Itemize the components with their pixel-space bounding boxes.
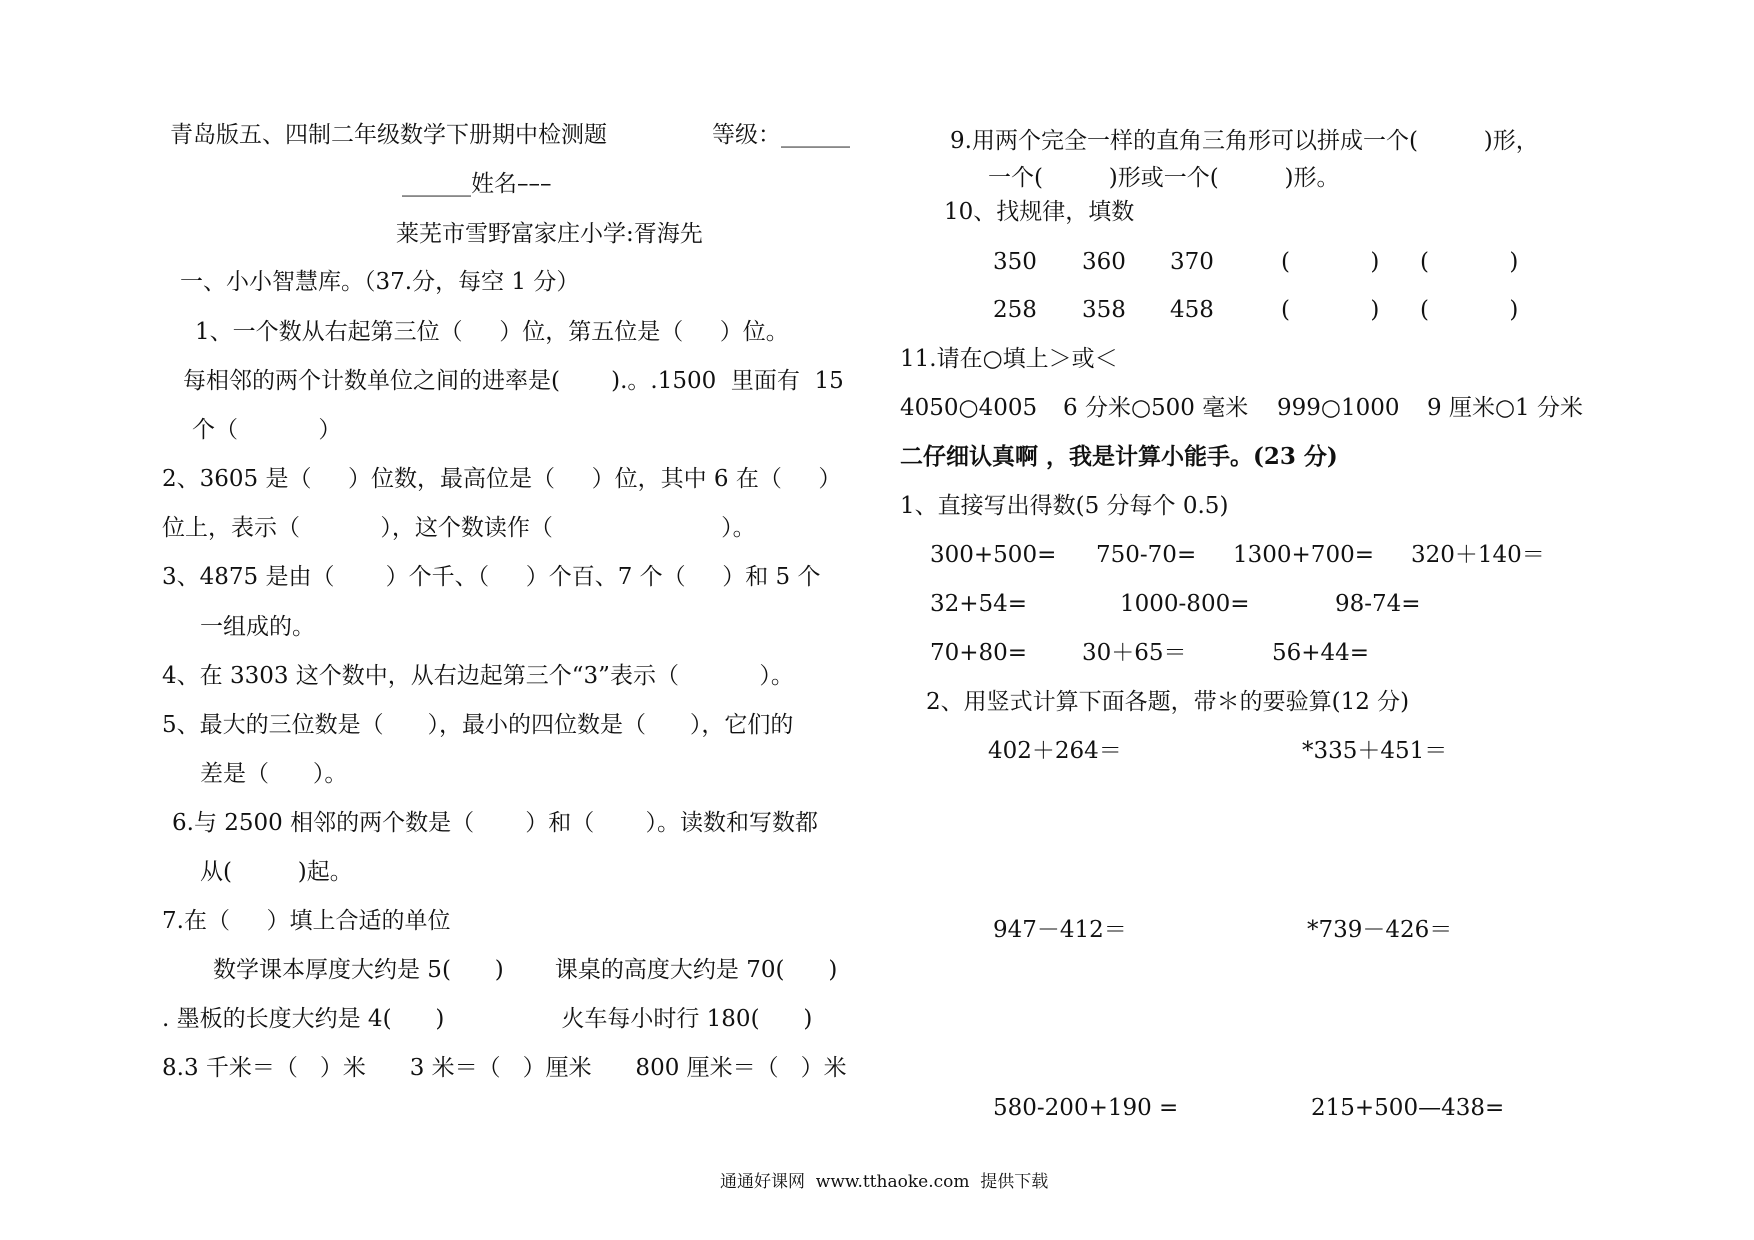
- compare-item: 999○1000: [1277, 395, 1400, 421]
- calc-item: 320＋140＝: [1411, 542, 1545, 568]
- compare-item: 6 分米○500 毫米: [1063, 395, 1249, 421]
- question-3-line-2: 一组成的。: [200, 614, 315, 640]
- question-5-line-2: 差是（ ）。: [200, 761, 348, 787]
- calc-item: 56+44=: [1272, 640, 1370, 666]
- footer-source: 通通好课网 www.tthaoke.com 提供下载: [720, 1172, 1049, 1192]
- vertical-calc-item: *739－426＝: [1307, 917, 1453, 943]
- compare-item: 4050○4005: [900, 395, 1038, 421]
- calc-item: 750-70=: [1096, 542, 1197, 568]
- pattern-value: 258: [993, 297, 1037, 323]
- question-1-line-2: 每相邻的两个计数单位之间的进率是( ).。.1500 里面有 15: [183, 368, 844, 394]
- calc-item: 1000-800=: [1120, 591, 1250, 617]
- compare-item: 9 厘米○1 分米: [1427, 395, 1583, 421]
- pattern-value: 370: [1170, 249, 1214, 275]
- pattern-blank: ( ): [1420, 297, 1519, 323]
- calc1-title: 1、直接写出得数(5 分每个 0.5): [900, 493, 1229, 519]
- calc-item: 32+54=: [930, 591, 1028, 617]
- pattern-value: 350: [993, 249, 1037, 275]
- section2-title: 二仔细认真啊 ，我是计算小能手。(23 分): [900, 443, 1338, 470]
- question-1-line-1: 1、一个数从右起第三位（ ）位，第五位是（ ）位。: [195, 319, 789, 345]
- vertical-calc-item: 402＋264＝: [988, 738, 1122, 764]
- pattern-value: 358: [1082, 297, 1126, 323]
- calc-item: 300+500=: [930, 542, 1057, 568]
- question-9-line-1: 9.用两个完全一样的直角三角形可以拼成一个( )形，: [950, 128, 1539, 154]
- calc-item: 30＋65＝: [1082, 640, 1187, 666]
- question-6-line-1: 6.与 2500 相邻的两个数是（ ）和（ ）。读数和写数都: [172, 810, 818, 836]
- question-9-line-2: 一个( )形或一个( )形。: [988, 165, 1340, 191]
- question-5-line-1: 5、最大的三位数是（ ），最小的四位数是（ ），它们的: [162, 712, 794, 738]
- pattern-blank: ( ): [1420, 249, 1519, 275]
- pattern-value: 458: [1170, 297, 1214, 323]
- question-7-line-2: 数学课本厚度大约是 5( ) 课桌的高度大约是 70( ): [213, 957, 838, 983]
- question-11-title: 11.请在○填上＞或＜: [900, 346, 1118, 372]
- calc2-title: 2、用竖式计算下面各题，带＊的要验算(12 分): [926, 689, 1410, 715]
- question-7-line-3: . 墨板的长度大约是 4( ) 火车每小时行 180( ): [162, 1006, 813, 1032]
- calc-item: 1300+700=: [1233, 542, 1374, 568]
- pattern-blank: ( ): [1281, 297, 1380, 323]
- question-2-line-1: 2、3605 是（ ）位数，最高位是（ ）位，其中 6 在（ ）: [162, 466, 842, 492]
- question-10-title: 10、找规律，填数: [944, 199, 1135, 225]
- exam-title: 青岛版五、四制二年级数学下册期中检测题: [170, 122, 607, 148]
- question-6-line-2: 从( )起。: [200, 859, 353, 885]
- vertical-calc-item: 215+500—438=: [1311, 1095, 1505, 1121]
- pattern-value: 360: [1082, 249, 1126, 275]
- vertical-calc-item: 947－412＝: [993, 917, 1127, 943]
- question-8-line-1: 8.3 千米＝（ ）米 3 米＝（ ）厘米 800 厘米＝（ ）米: [162, 1055, 847, 1081]
- question-7-line-1: 7.在（ ）填上合适的单位: [162, 908, 451, 934]
- calc-item: 98-74=: [1335, 591, 1421, 617]
- school-teacher: 莱芜市雪野富家庄小学:胥海先: [396, 221, 703, 247]
- question-4-line-1: 4、在 3303 这个数中，从右边起第三个“3”表示（ ）。: [162, 663, 794, 689]
- pattern-blank: ( ): [1281, 249, 1380, 275]
- vertical-calc-item: *335＋451＝: [1302, 738, 1448, 764]
- question-1-line-3: 个（ ）: [192, 417, 342, 443]
- question-3-line-1: 3、4875 是由（ ）个千、（ ）个百、7 个（ ）和 5 个: [162, 564, 821, 590]
- section1-title: 一、小小智慧库。（37.分，每空 1 分）: [180, 269, 580, 295]
- grade-label: 等级：______: [712, 122, 850, 148]
- vertical-calc-item: 580-200+190 =: [993, 1095, 1179, 1121]
- question-2-line-2: 位上，表示（ ），这个数读作（ ）。: [162, 515, 756, 541]
- name-line: ______姓名–––: [402, 171, 552, 197]
- calc-item: 70+80=: [930, 640, 1028, 666]
